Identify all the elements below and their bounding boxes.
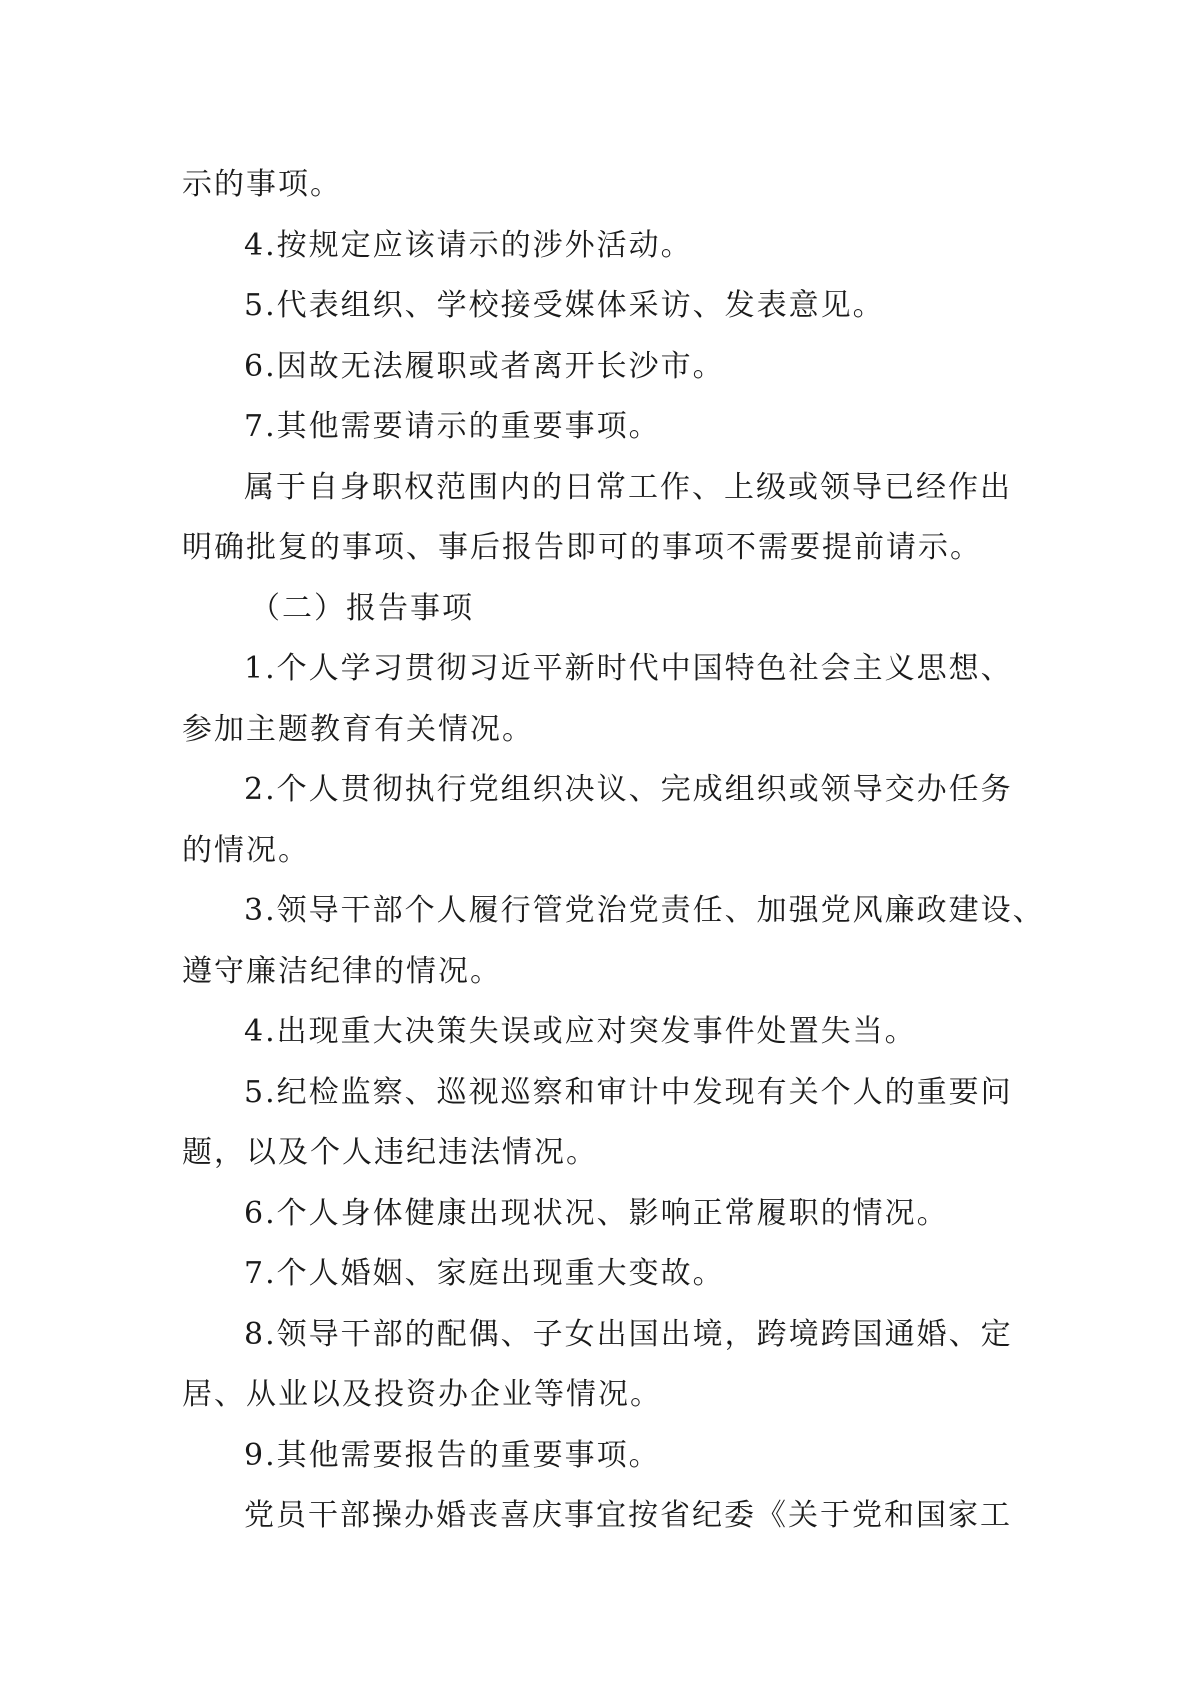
report-item-8-line-1: 8.领导干部的配偶、子女出国出境，跨境跨国通婚、定 [244,1316,1013,1352]
report-item-1-line-1: 1.个人学习贯彻习近平新时代中国特色社会主义思想、 [244,651,1013,686]
report-item-5-line-1: 5.纪检监察、巡视巡察和审计中发现有关个人的重要问 [244,1074,1013,1110]
report-item-9: 9.其他需要报告的重要事项。 [244,1437,661,1473]
section-heading-report-items: （二）报告事项 [250,590,474,626]
request-item-7: 7.其他需要请示的重要事项。 [244,409,661,444]
request-note-line-2: 明确批复的事项、事后报告即可的事项不需要提前请示。 [182,530,982,565]
request-item-6: 6.因故无法履职或者离开长沙市。 [244,348,725,384]
report-item-4: 4.出现重大决策失误或应对突发事件处置失当。 [244,1014,917,1049]
closing-paragraph-line-1: 党员干部操办婚丧喜庆事宜按省纪委《关于党和国家工 [244,1498,1012,1533]
document-body [182,155,1045,1547]
request-item-4: 4.按规定应该请示的涉外活动。 [244,227,693,263]
report-item-6: 6.个人身体健康出现状况、影响正常履职的情况。 [244,1195,949,1231]
request-note-line-1: 属于自身职权范围内的日常工作、上级或领导已经作出 [244,469,1012,505]
report-item-7: 7.个人婚姻、家庭出现重大变故。 [244,1256,725,1291]
report-item-8-line-2: 居、从业以及投资办企业等情况。 [182,1377,662,1412]
report-item-1-line-2: 参加主题教育有关情况。 [182,711,534,747]
report-item-3-line-1: 3.领导干部个人履行管党治党责任、加强党风廉政建设、 [244,893,1045,928]
request-item-5: 5.代表组织、学校接受媒体采访、发表意见。 [244,288,885,323]
report-item-3-line-2: 遵守廉洁纪律的情况。 [182,953,502,989]
report-item-2-line-2: 的情况。 [182,832,310,868]
report-item-2-line-1: 2.个人贯彻执行党组织决议、完成组织或领导交办任务 [244,772,1013,807]
paragraph-line-continuation: 示的事项。 [182,167,342,202]
report-item-5-line-2: 题，以及个人违纪违法情况。 [182,1135,598,1170]
